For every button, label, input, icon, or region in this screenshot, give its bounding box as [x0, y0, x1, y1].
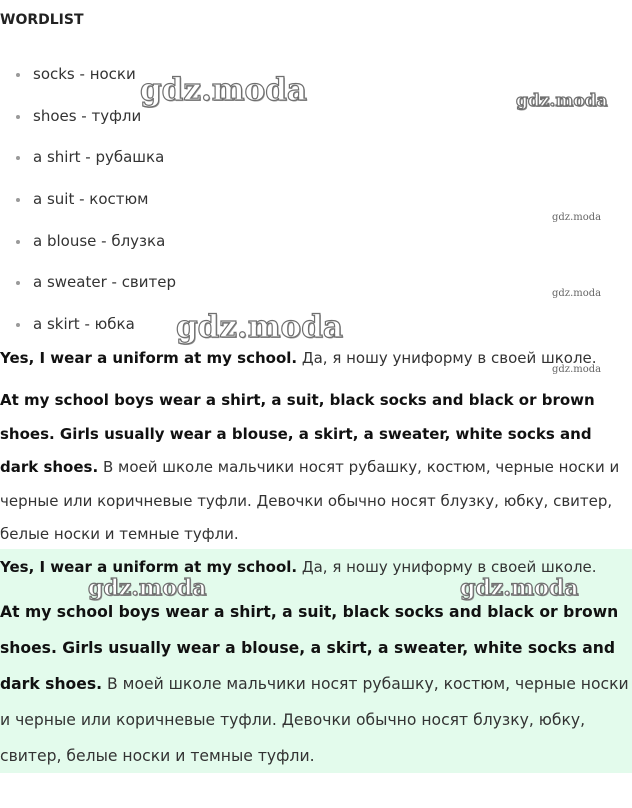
- highlighted-answer-paragraph: [0, 594, 630, 774]
- watermark: gdz.moda: [516, 91, 608, 111]
- highlighted-answer-paragraph: [0, 553, 597, 581]
- answer-paragraph: [0, 344, 597, 372]
- answer-bold-text: At my school boys wear a shirt, a suit, black socks and black or brown shoes. Girls usually wear a blouse, a skirt, a sweater, white socks and dark shoes.: [0, 391, 595, 476]
- list-item: a sweater - свитер: [0, 266, 176, 308]
- watermark: gdz.moda: [140, 72, 307, 108]
- list-item: socks - носки: [0, 58, 176, 100]
- wordlist-heading: WORDLIST: [0, 12, 84, 28]
- answer-translation: В моей школе мальчики носят рубашку, костюм, черные носки и черные или коричневые туфли. Девочки обычно носят блузку, юбку, свитер, белые носки и темные туфли.: [0, 458, 620, 543]
- watermark: gdz.moda: [552, 288, 602, 299]
- watermark: gdz.moda: [552, 212, 602, 223]
- list-item: shoes - туфли: [0, 100, 176, 142]
- watermark: gdz.moda: [552, 364, 602, 375]
- answer-bold-text: Yes, I wear a uniform at my school.: [0, 349, 298, 367]
- watermark: gdz.moda: [88, 575, 207, 601]
- list-item: a skirt - юбка: [0, 308, 176, 350]
- answer-translation: В моей школе мальчики носят рубашку, костюм, черные носки и черные или коричневые туфли. Девочки обычно носят блузку, юбку, свитер, белые носки и темные туфли.: [0, 675, 629, 765]
- list-item: a blouse - блузка: [0, 225, 176, 267]
- answer-translation: Да, я ношу униформу в своей школе.: [297, 349, 597, 367]
- watermark: gdz.moda: [460, 575, 579, 601]
- answer-paragraph: [0, 384, 630, 552]
- answer-bold-text: Yes, I wear a uniform at my school.: [0, 558, 298, 576]
- answer-bold-text: At my school boys wear a shirt, a suit, black socks and black or brown shoes. Girls usually wear a blouse, a skirt, a sweater, white socks and dark shoes.: [0, 603, 619, 693]
- list-item: a suit - костюм: [0, 183, 176, 225]
- list-item: a shirt - рубашка: [0, 141, 176, 183]
- wordlist: [0, 58, 176, 350]
- answer-translation: Да, я ношу униформу в своей школе.: [297, 558, 597, 576]
- watermark: gdz.moda: [176, 309, 343, 345]
